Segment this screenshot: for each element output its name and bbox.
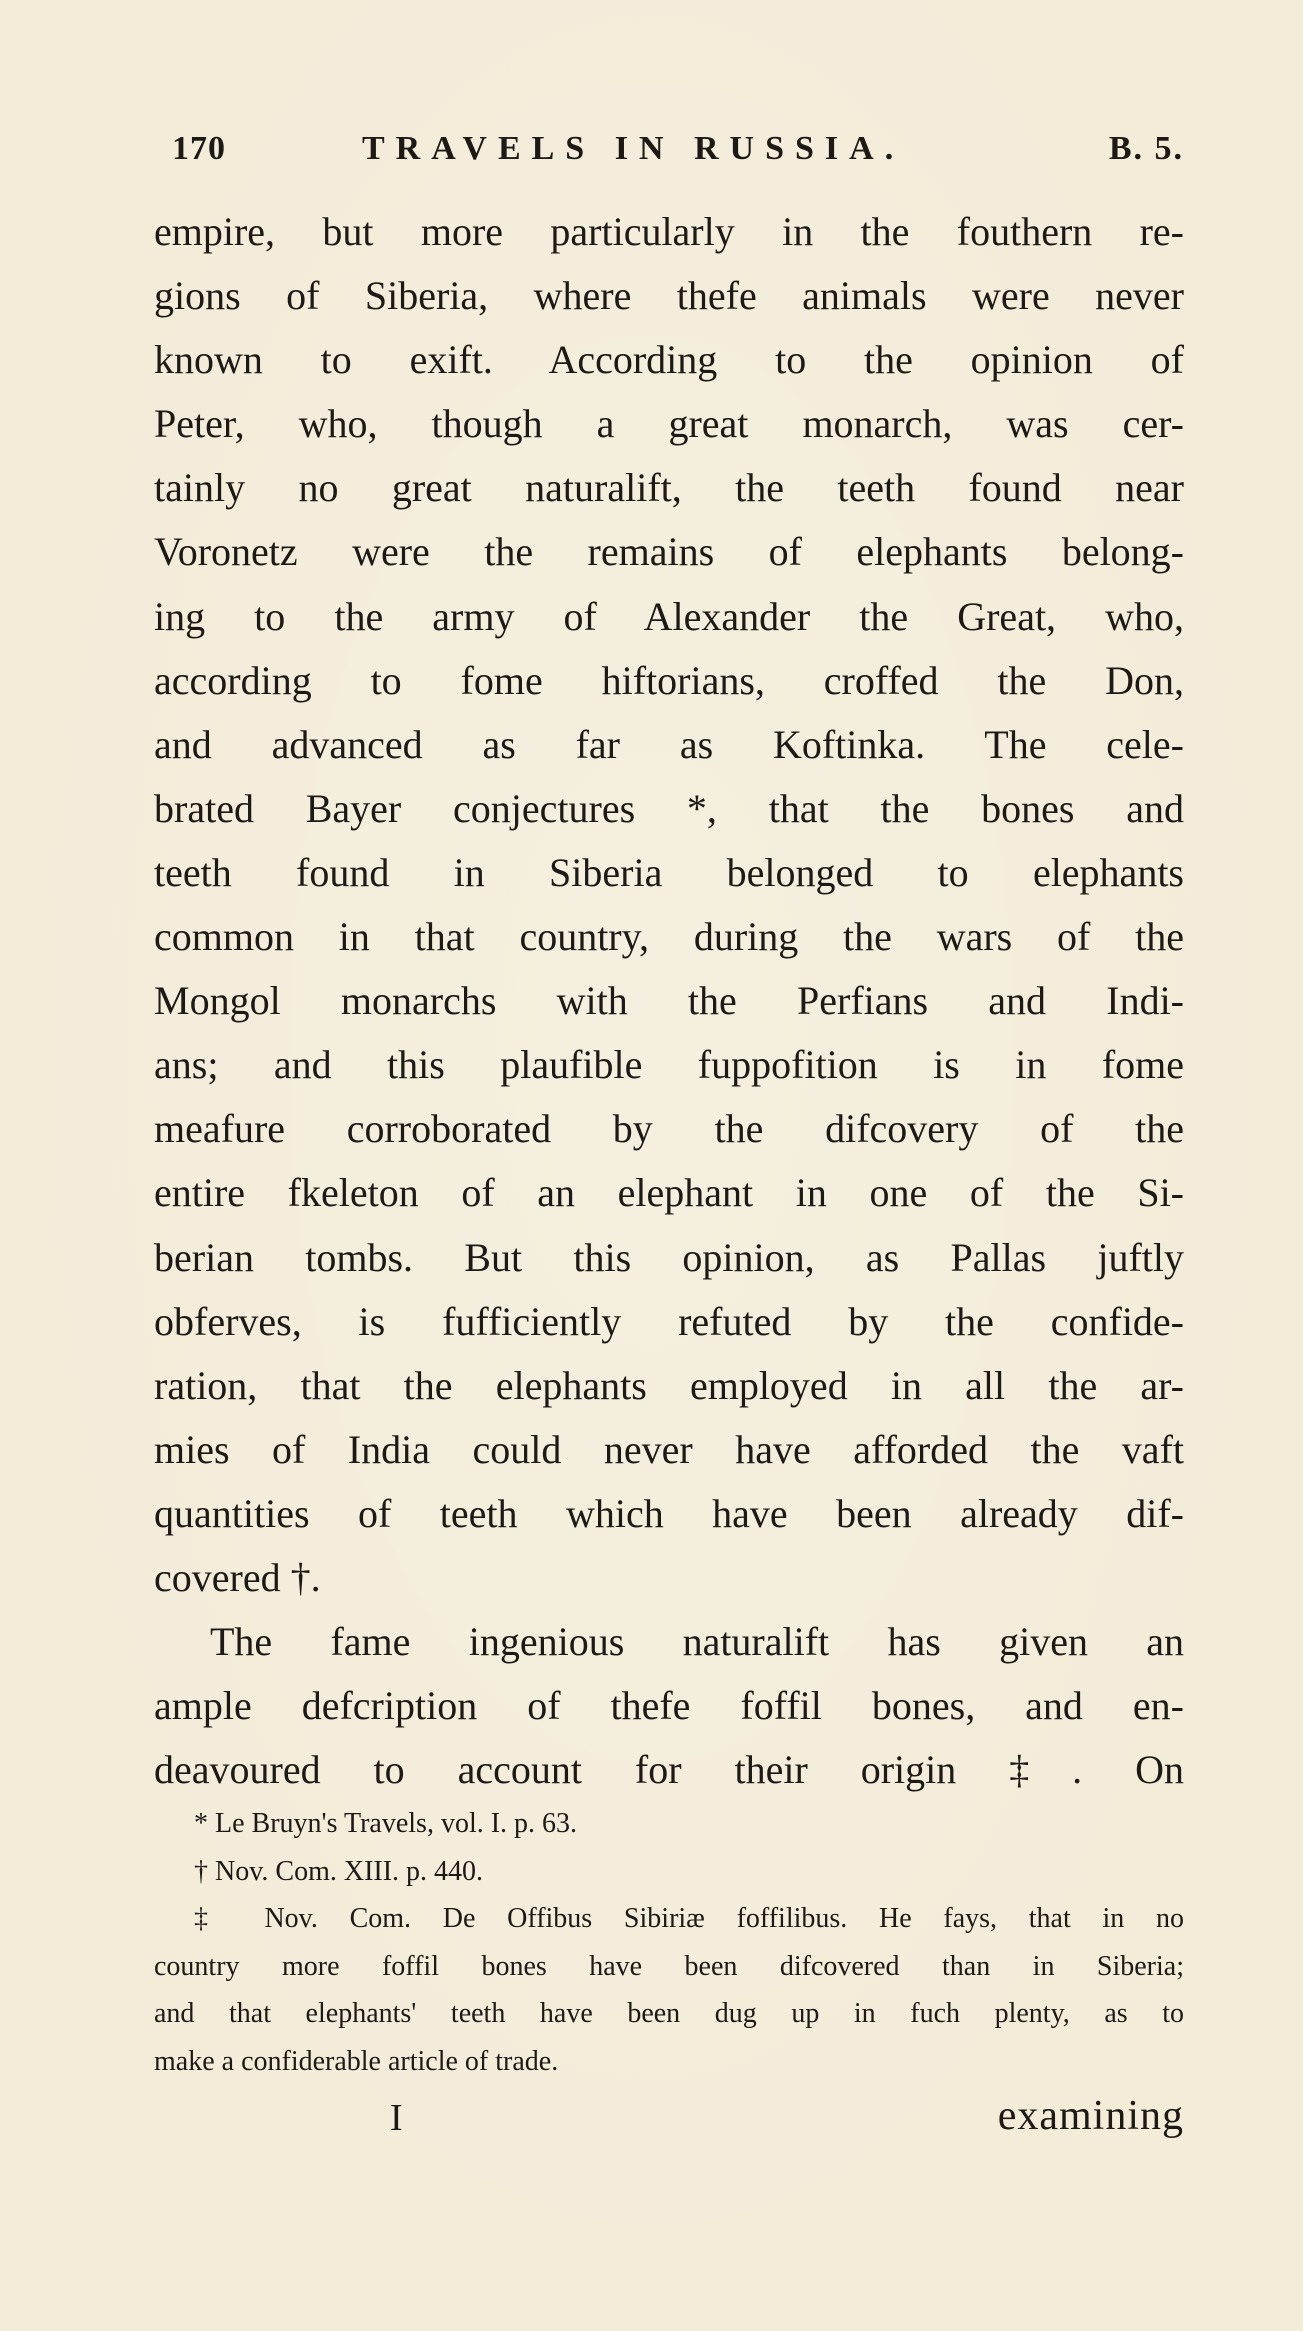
- text-line: tainly no great naturalift, the teeth found near: [154, 465, 1184, 511]
- text-line: The fame ingenious naturalift has given an: [210, 1619, 1184, 1665]
- signature-mark: I: [390, 2097, 403, 2139]
- text-line: Voronetz were the remains of elephants belong-: [154, 529, 1184, 575]
- footnote-line: make a confiderable article of trade.: [154, 2045, 559, 2077]
- text-line: Peter, who, though a great monarch, was cer-: [154, 401, 1184, 447]
- footnote-line: † Nov. Com. XIII. p. 440.: [194, 1855, 484, 1887]
- footnote-line: ‡ Nov. Com. De Offibus Sibiriæ foffilibus. He fays, that in no: [194, 1903, 1184, 1934]
- running-title: TRAVELS IN RUSSIA.: [362, 130, 905, 167]
- text-line: quantities of teeth which have been already dif-: [154, 1490, 1184, 1536]
- footnote-line: and that elephants' teeth have been dug up in fuch plenty, as to: [154, 1998, 1184, 2029]
- text-line: entire fkeleton of an elephant in one of the Si-: [154, 1170, 1184, 1216]
- text-line: ing to the army of Alexander the Great, who,: [154, 593, 1184, 639]
- text-line: deavoured to account for their origin ‡. On: [154, 1747, 1184, 1793]
- text-line: and advanced as far as Koftinka. The cele-: [154, 721, 1184, 767]
- text-line: Mongol monarchs with the Perfians and Indi-: [154, 978, 1184, 1024]
- text-line: ample defcription of thefe foffil bones, and en-: [154, 1683, 1184, 1729]
- main-text: [154, 200, 1184, 1802]
- section-mark: B. 5.: [1108, 130, 1184, 167]
- text-line: common in that country, during the wars of the: [154, 914, 1184, 960]
- footnotes: [154, 1800, 1184, 2085]
- text-line: ration, that the elephants employed in all the ar-: [154, 1362, 1184, 1408]
- footnote-line: * Le Bruyn's Travels, vol. I. p. 63.: [194, 1808, 578, 1839]
- text-line: covered †.: [154, 1554, 321, 1600]
- text-line: mies of India could never have afforded the vaft: [154, 1426, 1184, 1472]
- text-line: according to fome hiftorians, croffed the Don,: [154, 657, 1184, 703]
- text-line: meafure corroborated by the difcovery of the: [154, 1106, 1184, 1152]
- text-line: gions of Siberia, where thefe animals were never: [154, 273, 1184, 319]
- text-line: ans; and this plaufible fuppofition is in fome: [154, 1042, 1184, 1088]
- text-line: empire, but more particularly in the fouthern re-: [154, 209, 1184, 254]
- text-line: obferves, is fufficiently refuted by the confide-: [154, 1298, 1184, 1344]
- text-line: teeth found in Siberia belonged to elephants: [154, 849, 1184, 895]
- catchword: examining: [997, 2093, 1184, 2139]
- text-line: known to exift. According to the opinion of: [154, 337, 1184, 383]
- running-header: [172, 130, 1184, 180]
- page-number: 170: [172, 130, 226, 167]
- text-line: berian tombs. But this opinion, as Pallas juftly: [154, 1234, 1184, 1280]
- text-line: brated Bayer conjectures *, that the bones and: [154, 785, 1184, 831]
- footnote-line: country more foffil bones have been difcovered than in Siberia;: [154, 1950, 1184, 1982]
